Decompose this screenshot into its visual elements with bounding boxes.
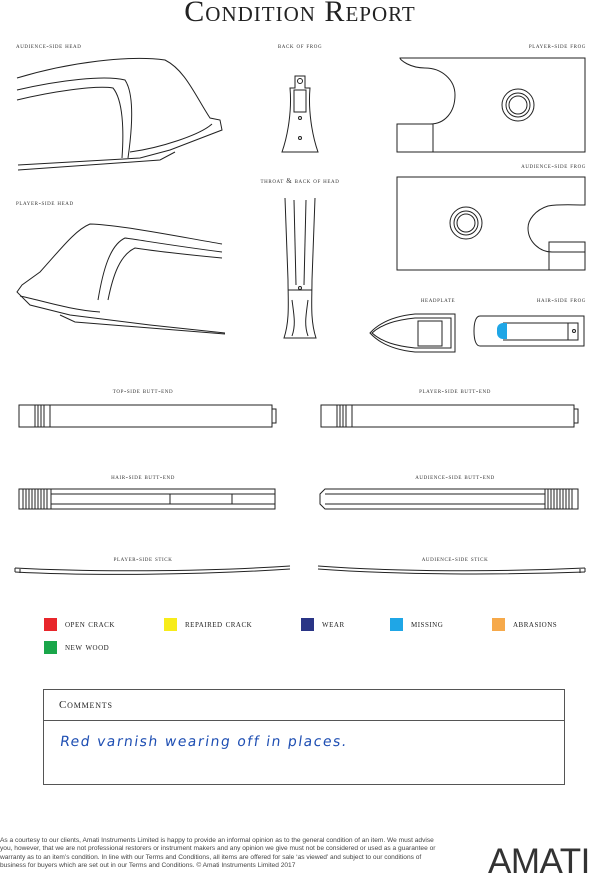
brand-logo: AMATI xyxy=(488,842,590,881)
label-top-side-butt-end: top-side butt-end xyxy=(112,387,174,395)
legend-label: repaired crack xyxy=(185,619,253,630)
legend-swatch xyxy=(44,618,57,631)
page-title: Condition Report xyxy=(184,0,416,28)
legend-repaired-crack xyxy=(164,618,252,631)
legend-missing xyxy=(390,618,443,631)
legend-label: open crack xyxy=(65,619,115,630)
label-back-of-frog: back of frog xyxy=(277,42,323,50)
legend-label: abrasions xyxy=(513,619,558,630)
legend-abrasions xyxy=(492,618,557,631)
label-hair-side-frog: hair-side frog xyxy=(536,296,586,304)
comments-text[interactable]: Red varnish wearing off in places. xyxy=(58,734,349,750)
label-audience-side-frog: audience-side frog xyxy=(521,162,586,170)
legend-swatch xyxy=(164,618,177,631)
label-throat-back-of-head: throat & back of head xyxy=(260,177,340,185)
label-player-side-frog: player-side frog xyxy=(528,42,586,50)
label-player-side-stick: player-side stick xyxy=(113,555,173,563)
label-player-side-butt-end: player-side butt-end xyxy=(419,387,491,395)
legend-open-crack xyxy=(44,618,115,631)
legend-label: missing xyxy=(411,619,444,630)
legend-swatch xyxy=(44,641,57,654)
legend-wear xyxy=(301,618,345,631)
comments-heading: Comments xyxy=(44,690,564,721)
label-audience-side-butt-end: audience-side butt-end xyxy=(415,473,495,481)
legend-swatch xyxy=(492,618,505,631)
legend-swatch xyxy=(301,618,314,631)
label-hair-side-butt-end: hair-side butt-end xyxy=(111,473,175,481)
label-audience-side-stick: audience-side stick xyxy=(421,555,489,563)
label-audience-side-head: audience-side head xyxy=(16,42,82,50)
legend-new-wood xyxy=(44,641,109,654)
legend-label: wear xyxy=(322,619,345,630)
comments-box[interactable] xyxy=(43,689,565,785)
disclaimer-text: As a courtesy to our clients, Amati Instruments Limited is happy to provide an informal opinion as to the general condition of an item. We must advise you, however, that we are not professional restorers or instrument makers and any opinion we give must not be considered or used as a guarantee or warranty as to an item’s condition. In line with our Terms and Conditions, all items are offered for sale ‘as viewed’ and subject to our conditions of business for buyers which are set out in our Terms and Conditions. © Amati Instruments Limited 2017 xyxy=(0,837,436,870)
legend-label: new wood xyxy=(65,642,110,653)
label-headplate: headplate xyxy=(420,296,456,304)
label-player-side-head: player-side head xyxy=(16,199,74,207)
legend-swatch xyxy=(390,618,403,631)
